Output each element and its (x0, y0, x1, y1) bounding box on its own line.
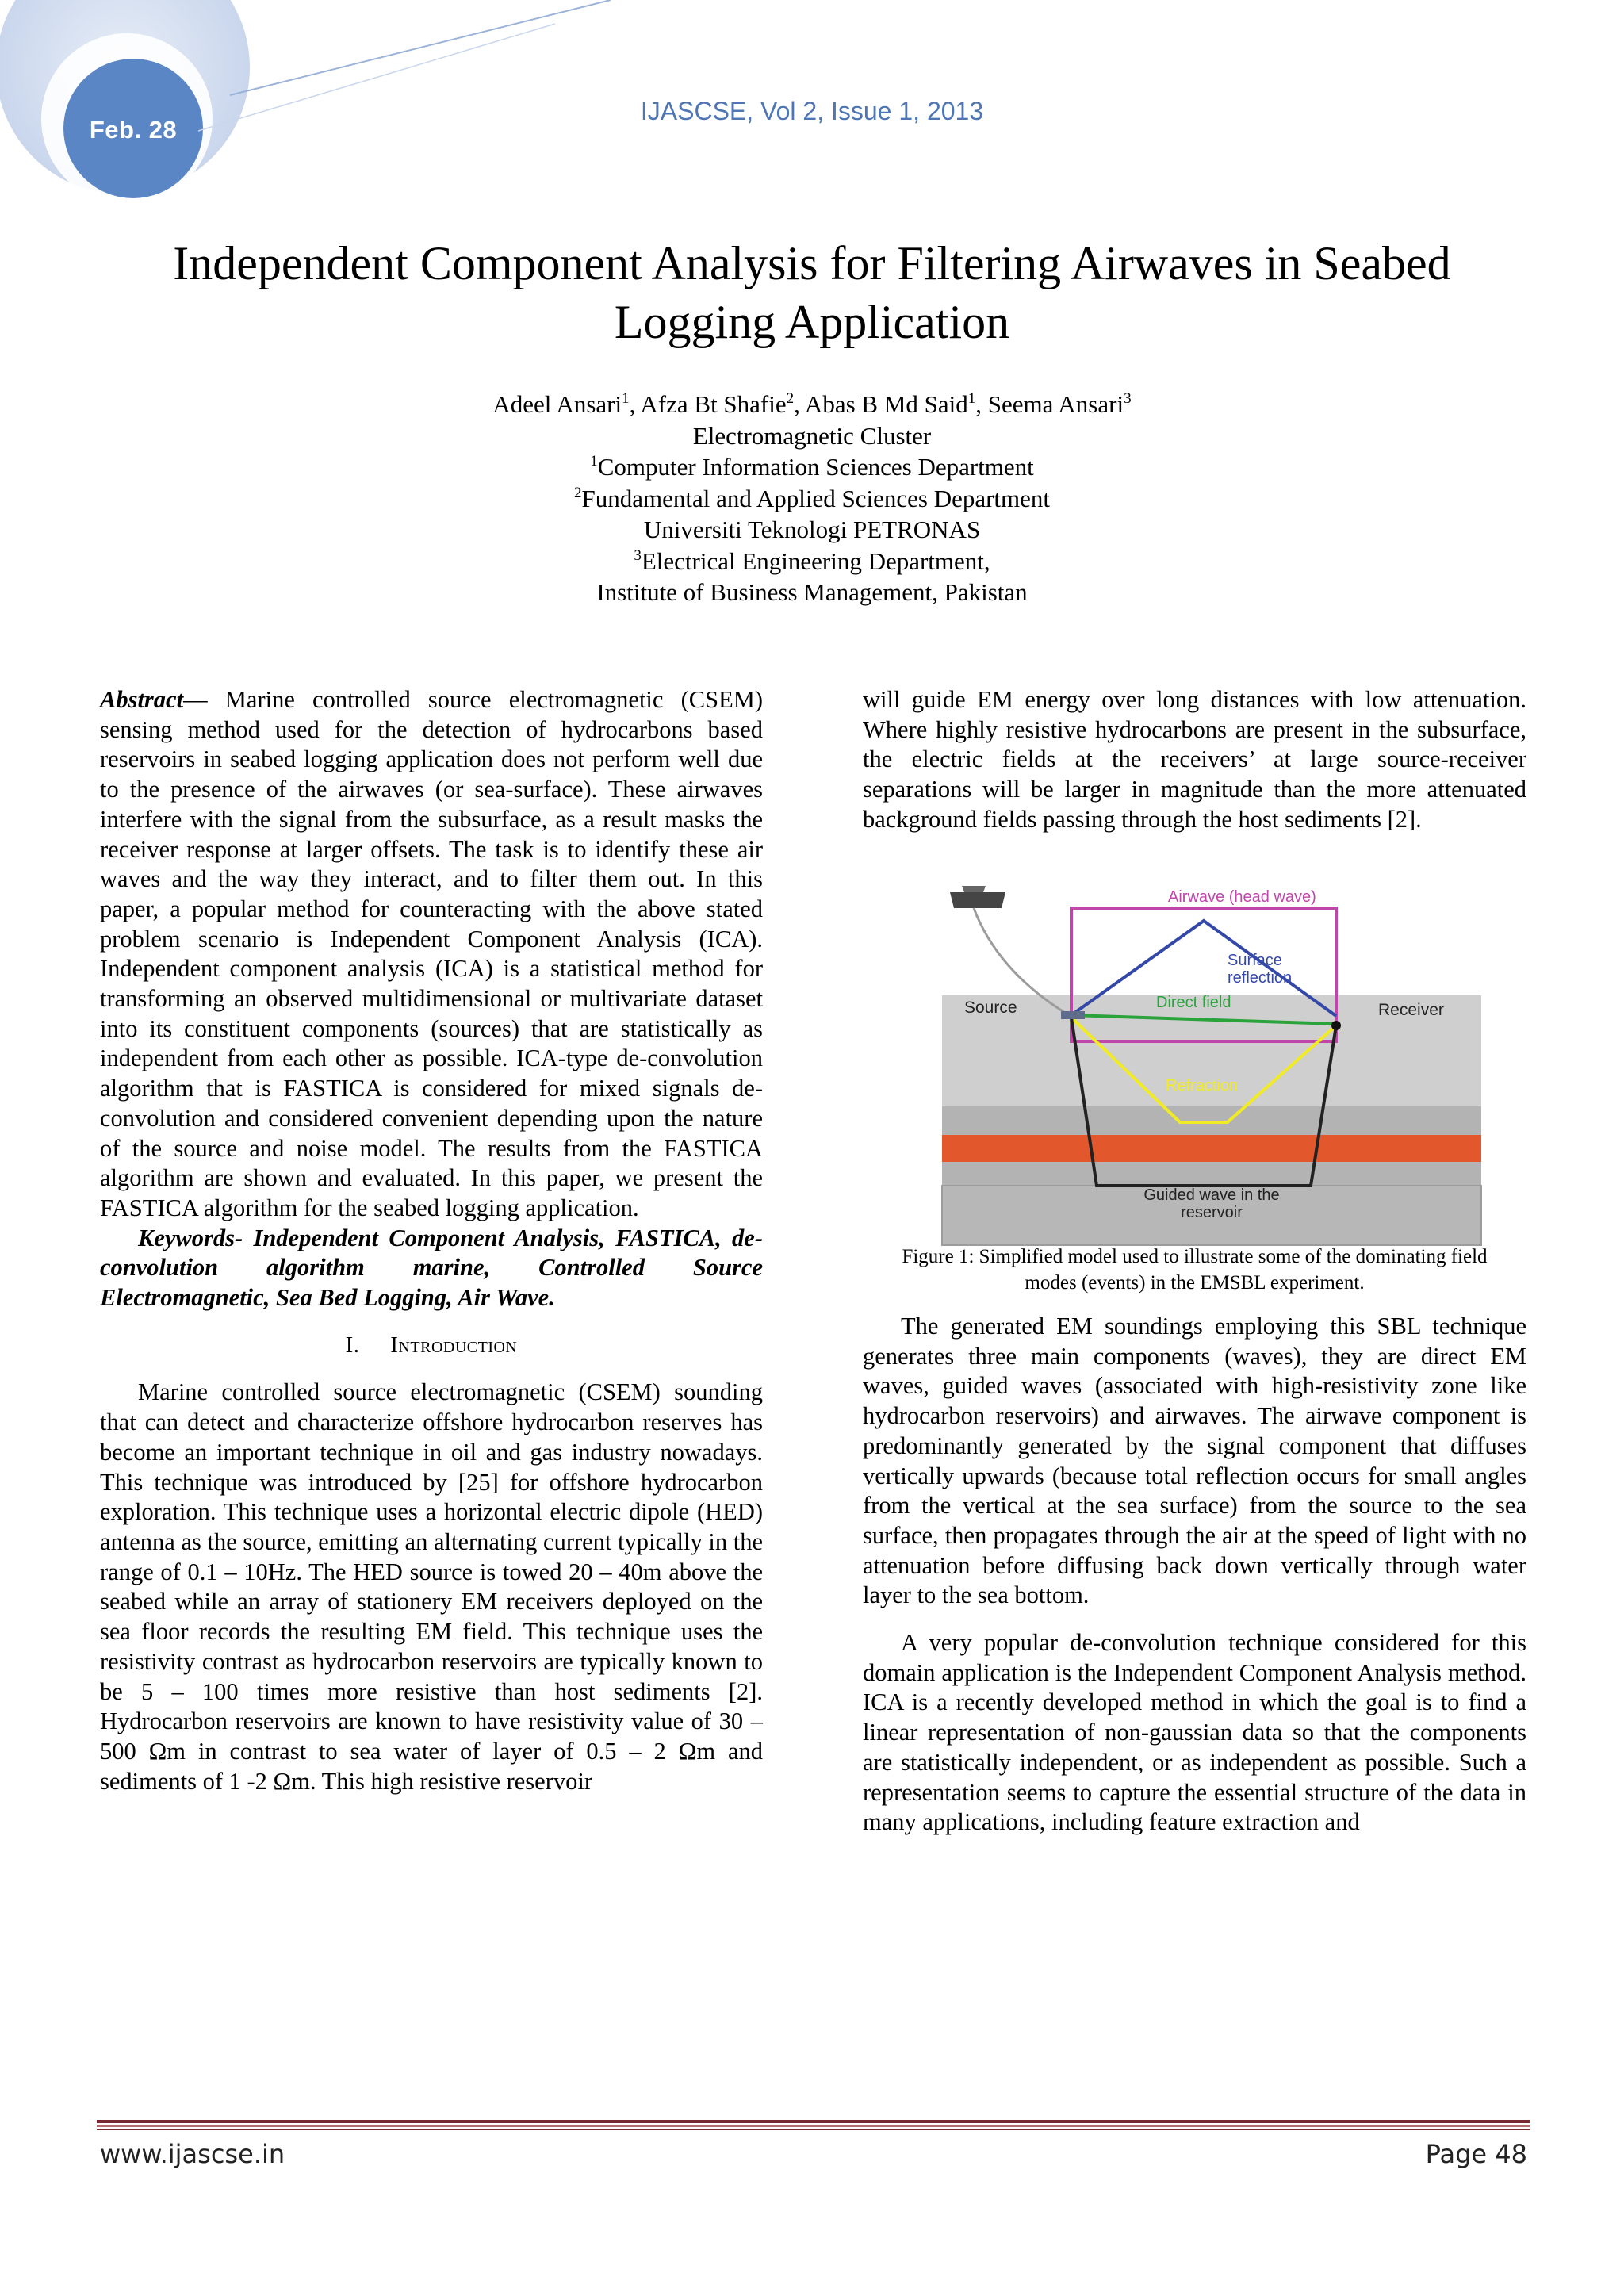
label-refraction: Refraction (1166, 1077, 1239, 1094)
label-direct-field: Direct field (1156, 994, 1231, 1011)
caption-line-2: modes (events) in the EMSBL experiment. (1025, 1272, 1365, 1294)
right-paragraph-0: will guide EM energy over long distances with low attenuation. Where highly resistive hydrocarbons are present in the subsurface, the electric fields at the receivers’ at large source-receiver separations will be larger in magnitude than the more attenuated background fields passing through the host sediments [2]. (863, 686, 1526, 833)
author-list (119, 389, 1505, 420)
figure-caption (863, 1244, 1526, 1296)
affiliation-2 (119, 451, 1505, 483)
source-marker (1061, 1011, 1085, 1019)
author-2-sup: 2 (786, 390, 795, 407)
paper-title (119, 234, 1505, 351)
right-column-lower (863, 1312, 1526, 1838)
affiliation-2-text: Computer Information Sciences Department (597, 453, 1034, 481)
section-title: Introduction (390, 1332, 518, 1358)
affiliation-3-text: Fundamental and Applied Sciences Department (581, 484, 1051, 512)
author-2: , Afza Bt Shafie (629, 390, 787, 418)
author-3: , Abas B Md Said (794, 390, 968, 418)
figure-1 (926, 876, 1497, 1251)
label-surface-1: Surface (1228, 952, 1282, 969)
affiliation-4: Universiti Teknologi PETRONAS (643, 516, 981, 543)
right-paragraph-2: A very popular de-convolution technique considered for this domain application is the Independent Component Analysis method. ICA is a recently developed method in which the goal is to find a linear representation of non-gaussian data so that the components are statistically independent, or as independent as possible. Such a representation seems to capture the essential structure of the data in many applications, including feature extraction and (863, 1629, 1526, 1836)
intro-paragraph-1: Marine controlled source electromagnetic (CSEM) sounding that can detect and characterize offshore hydrocarbon reserves has become an important technique in oil and gas industry nowadays. This technique was introduced by [25] for offshore hydrocarbon exploration. This technique uses a horizontal electric dipole (HED) antenna as the source, emitting an alternating current typically in the range of 0.1 – 10Hz. The HED source is towed 20 – 40m above the seabed while an array of stationery EM receivers deployed on the sea floor records the resulting EM field. This technique uses the resistivity contrast as hydrocarbon reservoirs are typically known to be 5 – 100 times more resistive than host sediments [2]. Hydrocarbon reservoirs are known to have resistivity value of 30 – 500 Ωm in contrast to sea water of layer of 0.5 – 2 Ωm and sediments of 1 -2 Ωm. This high resistive reservoir (100, 1378, 763, 1795)
journal-header: IJASCSE, Vol 2, Issue 1, 2013 (640, 97, 984, 125)
abstract-label: Abstract (100, 686, 184, 713)
section-heading-introduction (100, 1331, 763, 1361)
ship-icon (950, 892, 1005, 908)
receiver-marker (1331, 1021, 1341, 1030)
right-column (863, 685, 1526, 835)
label-guided-2: reservoir (1181, 1204, 1243, 1221)
reservoir-layer (942, 1135, 1481, 1162)
section-number: I. (345, 1332, 360, 1358)
keywords: Keywords- Independent Component Analysis, FASTICA, de-convolution algorithm marine, Controlled Source Electromagnetic, Sea Bed Logging, Air Wave. (100, 1224, 763, 1312)
author-block (119, 389, 1505, 608)
right-paragraph-1: The generated EM soundings employing this SBL technique generates three main components (waves), they are direct EM waves, guided waves (associated with high-resistivity zone like hydrocarbon reservoirs) and airwaves. The airwave component is predominantly generated by the signal component that diffuses vertically upwards (because total reflection occurs for small angles from the vertical at the sea surface) from the source to the sea surface, then propagates through the air at the speed of light with no attenuation before diffusing back down vertically through water layer to the sea bottom. (863, 1313, 1526, 1609)
affiliation-5-text: Electrical Engineering Department, (641, 546, 990, 575)
footer-url: www.ijascse.in (100, 2139, 285, 2169)
author-4-sup: 3 (1124, 390, 1132, 407)
affiliation-6: Institute of Business Management, Pakistan (596, 578, 1028, 606)
label-receiver: Receiver (1378, 1001, 1444, 1019)
affiliation-1: Electromagnetic Cluster (692, 421, 932, 450)
affiliation-5 (119, 546, 1505, 577)
label-surface-2: reflection (1228, 969, 1293, 987)
author-3-sup: 1 (967, 390, 976, 407)
label-guided-1: Guided wave in the (1143, 1186, 1280, 1204)
affiliation-2-sup: 1 (590, 453, 598, 470)
author-1: Adeel Ansari (492, 390, 622, 418)
title-line-2: Logging Application (614, 296, 1010, 348)
author-4: , Seema Ansari (975, 390, 1124, 418)
caption-line-1: Figure 1: Simplified model used to illustrate some of the dominating field (902, 1246, 1488, 1267)
author-1-sup: 1 (622, 390, 630, 407)
footer-divider (97, 2120, 1530, 2131)
date-badge: Feb. 28 (89, 116, 178, 144)
label-airwave: Airwave (head wave) (1168, 888, 1316, 906)
abstract-text: Marine controlled source electromagnetic (CSEM) sensing method used for the detection of hydrocarbons based reservoirs in seabed logging application does not perform well due to the presence of the airwaves (or sea-surface). These airwaves interfere with the signal from the subsurface, as a result masks the receiver response at larger offsets. The task is to identify these air waves and the way they interact, and to filter them out. In this paper, a popular method for counteracting with the above stated problem scenario is Independent Component Analysis (ICA). Independent component analysis (ICA) is a statistical method for transforming an observed multidimensional or multivariate dataset into its constituent components (sources) that are statistically as independent from each other as possible. ICA-type de-convolution algorithm that is FASTICA is considered for mixed signals de-convolution and considered convenient depending upon the nature of the source and noise model. The results from the FASTICA algorithm are shown and evaluated. In this paper, we present the FASTICA algorithm for the seabed logging application. (100, 686, 764, 1221)
affiliation-3 (119, 483, 1505, 515)
affiliation-5-sup: 3 (634, 546, 642, 564)
title-line-1: Independent Component Analysis for Filtering Airwaves in Seabed (173, 237, 1451, 289)
affiliation-3-sup: 2 (573, 484, 582, 501)
abstract (100, 685, 763, 1224)
footer-page-number: Page 48 (1425, 2139, 1527, 2169)
left-column (100, 685, 763, 1796)
label-source: Source (964, 999, 1017, 1017)
abstract-dash: — (183, 686, 225, 713)
